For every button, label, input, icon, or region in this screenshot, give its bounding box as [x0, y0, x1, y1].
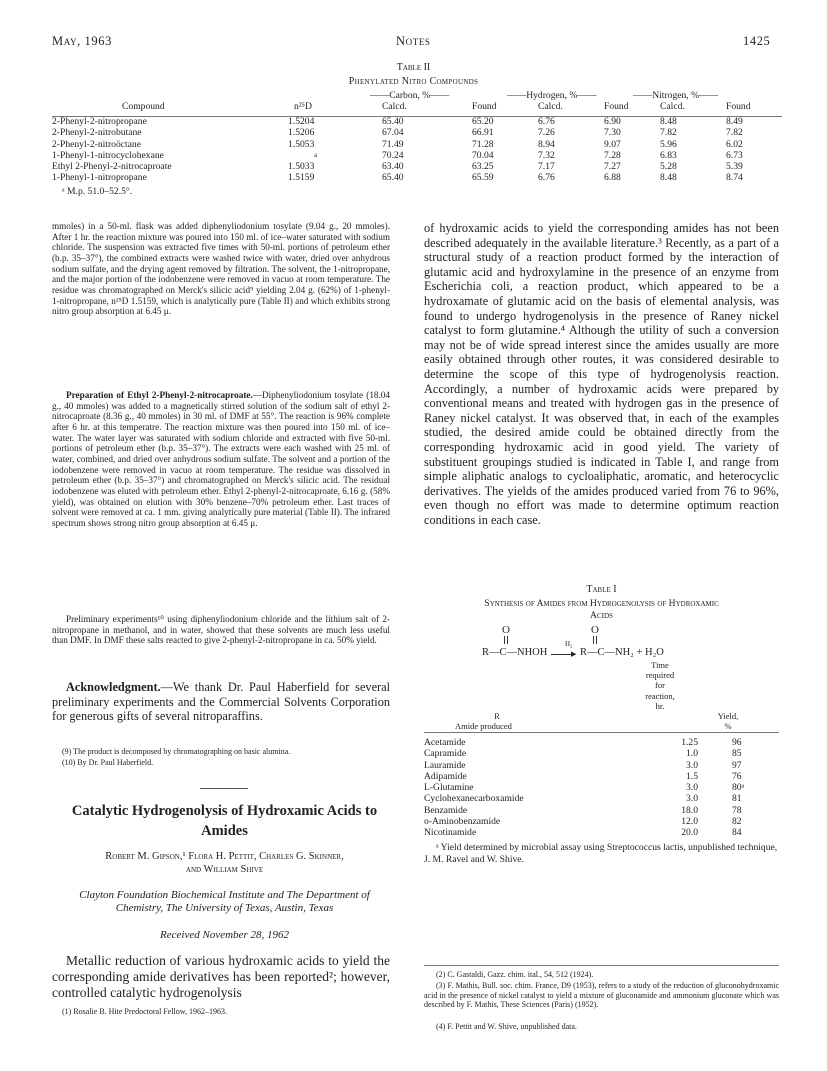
table-cell: 6.90 — [604, 116, 621, 128]
table-cell: 8.48 — [660, 172, 677, 184]
table2-col-compound: Compound — [122, 101, 165, 112]
table-row — [424, 793, 779, 804]
acknowledgment-heading: Acknowledgment. — [66, 680, 161, 694]
table-row — [424, 748, 779, 759]
table-row — [52, 172, 782, 183]
header-line: hr. — [655, 700, 665, 711]
table-cell: 7.32 — [538, 149, 555, 161]
footnote-4: (4) F. Pettit and W. Shive, unpublished data. — [436, 1022, 577, 1031]
table-cell: 96 — [732, 737, 742, 748]
table-cell: Benzamide — [424, 804, 468, 816]
table1-label: Table I — [586, 584, 617, 595]
experimental-paragraph-1: mmoles) in a 50-ml. flask was added diphenyliodonium tosylate (9.04 g., 20 mmoles). After 1 hr. the reaction mixture was poured into 150 ml. of ice–water saturated with sodium chloride. The suspension was extracted five times with 50-ml. portions of petroleum ether (b.p. 35–37°), the combined extracts were washed twice with water, dried over anhydrous sodium sulfate, and the drying agent removed by filtration. The solvent, the 1-nitropropane, and the major portion of the iodobenzene were removed in vacuo at room temperature. The residue was chromatographed on Merck's silicic acid⁹ yielding 2.04 g. (62%) of 1-phenyl-1-nitropropane, n²⁵D 1.5159, which is analytically pure (Table II) and which exhibits strong nitro group absorption at 6.45 μ. — [52, 221, 390, 317]
table-cell: 5.39 — [726, 161, 743, 173]
table-cell: 7.26 — [538, 127, 555, 139]
header-line: required — [645, 670, 675, 681]
table-cell: 20.0 — [681, 827, 698, 839]
running-head-date: May, 1963 — [52, 34, 112, 48]
header-line: Yield, — [717, 711, 739, 721]
table-cell: 9.07 — [604, 138, 621, 150]
table2-col-h-calcd: Calcd. — [538, 101, 563, 112]
table-cell: Acetamide — [424, 737, 466, 748]
table1-col-r: R — [494, 711, 500, 721]
table-row — [424, 827, 779, 838]
table-cell: 1.0 — [686, 748, 698, 760]
table-cell: 8.94 — [538, 138, 555, 150]
table-row — [52, 116, 782, 127]
double-bond-mark — [507, 636, 509, 644]
table-cell: 66.91 — [472, 127, 494, 139]
footnote-10: (10) By Dr. Paul Haberfield. — [62, 758, 154, 767]
table2-col-n-calcd: Calcd. — [660, 101, 685, 112]
table2-title: Phenylated Nitro Compounds — [348, 76, 479, 87]
table-cell: 1.5053 — [288, 138, 315, 150]
table2-col-n-found: Found — [726, 101, 751, 112]
footnote-2: (2) C. Gastaldi, Gazz. chim. ital., 54, 512 (1924). — [436, 970, 594, 979]
table-cell: Ethyl 2-Phenyl-2-nitrocaproate — [52, 161, 172, 173]
table-cell: 65.59 — [472, 172, 494, 184]
table1-col-time — [630, 660, 690, 711]
table-cell: Cyclohexanecarboxamide — [424, 793, 524, 805]
table-cell: 12.0 — [681, 816, 698, 828]
table-cell: 5.28 — [660, 161, 677, 173]
table-cell: 70.04 — [472, 149, 494, 161]
table2-group-nitrogen: ——Nitrogen, %—— — [633, 90, 719, 101]
equation-product: R—C—NH₂ + H₂O — [580, 647, 664, 658]
footnote-9: (9) The product is decomposed by chromatographing on basic alumina. — [62, 747, 291, 756]
footnote-1: (1) Rosalie B. Hite Predoctoral Fellow, 1962–1963. — [62, 1007, 228, 1016]
footnote-3: (3) F. Mathis, Bull. soc. chim. France, D9 (1953), refers to a study of the reduction of gluconohydroxamic acid in the presence of nickel catalyst to yield a mixture of gluconamide and ammonium gluconate which was described by F. Mathis, These Sciences (Paris) (1952). — [424, 981, 779, 1010]
table2-col-c-found: Found — [472, 101, 497, 112]
arrow-head-icon: ▶ — [571, 650, 577, 658]
equation-oxygen-right: O — [591, 624, 599, 636]
table-cell: Adipamide — [424, 770, 467, 782]
table-row — [52, 161, 782, 172]
paragraph-body: —Diphenyliodonium tosylate (18.04 g., 40 mmoles) was added to a magnetically stirred solution of the sodium salt of ethyl 2-nitrocaproate (8.36 g., 40 mmoles) in 30 ml. of DMF at 55°. The reaction is 96% complete after 6 hr. at this temperatre. The reaction mixture was then poured into 150 ml. of ice–water. The water layer was saturated with sodium chloride and extracted with five 50-ml. portions of petroleum ether (b.p. 35–37°). The extracts were each washed with 25 ml. of water, combined, and dried over anhydrous sodium sulfate. The solvent and a portion of the iodobenzene were removed in vacuo at room temperature. The residue was dissolved in petroleum ether (b.p. 35–37°) and chromatographed on Merck's silicic acid. The residual iodobenzene was eluted with petroleum ether. Ethyl 2-phenyl-2-nitrocaproate, 6.16 g. (58% yield), was obtained on elution with 30% benzene–70% petroleum ether. Last traces of solvent were removed at ca. 1 mm. giving analytically pure material (Table II). The infrared spectrum shows strong nitro group absorption at 6.45 μ. — [52, 390, 390, 528]
article-title-line-1: Catalytic Hydrogenolysis of Hydroxamic Acids to — [71, 803, 378, 819]
table-cell: o-Aminobenzamide — [424, 816, 501, 828]
table-cell: 65.20 — [472, 116, 494, 128]
table-cell: 6.73 — [726, 149, 743, 161]
paragraph-heading: Preparation of Ethyl 2-Phenyl-2-nitrocaproate. — [66, 390, 253, 400]
table-row — [52, 150, 782, 161]
received-date: Received November 28, 1962 — [160, 929, 289, 941]
acknowledgment-body: —We thank Dr. Paul Haberfield for several preliminary experiments and the Commercial Solvents Corporation for generous gifts of several nitroparaffins. — [52, 680, 390, 724]
table-cell: 3.0 — [686, 793, 698, 805]
table-cell: 80ᵃ — [732, 782, 745, 794]
header-line: for — [655, 680, 665, 691]
authors-line-1: Robert M. Gipson,¹ Flora H. Pettit, Charles G. Skinner, — [105, 851, 344, 862]
double-bond-mark — [596, 636, 598, 644]
table-cell: 3.0 — [686, 759, 698, 771]
table-cell: 1.5206 — [288, 127, 315, 139]
table-cell: 7.28 — [604, 149, 621, 161]
table-cell: 2-Phenyl-2-nitropropane — [52, 116, 147, 128]
table-cell: 7.27 — [604, 161, 621, 173]
table-cell: 97 — [732, 759, 742, 771]
table-cell: 63.25 — [472, 161, 494, 173]
equation-oxygen-left: O — [502, 624, 510, 636]
table-cell: 18.0 — [681, 804, 698, 816]
table-cell: 1.5159 — [288, 172, 315, 184]
intro-paragraph: Metallic reduction of various hydroxamic acids to yield the corresponding amide derivatives has been reported²; however, controlled catalytic hydrogenolysis — [52, 953, 390, 1000]
table-cell: Capramide — [424, 748, 467, 760]
table2-footnote: ᵃ M.p. 51.0–52.5°. — [62, 186, 133, 197]
table-cell: 6.02 — [726, 138, 743, 150]
table1-col-yield — [703, 711, 753, 731]
header-line: Time — [651, 660, 669, 670]
table-row — [424, 816, 779, 827]
table-cell: 1-Phenyl-1-nitrocyclohexane — [52, 149, 164, 161]
authors-line-2: and William Shive — [185, 864, 264, 875]
table-cell: 2-Phenyl-2-nitrobutane — [52, 127, 142, 139]
table-cell: 8.48 — [660, 116, 677, 128]
table1-header-rule — [424, 732, 779, 733]
header-line: reaction, — [645, 690, 675, 701]
table2-col-h-found: Found — [604, 101, 629, 112]
table-cell: 82 — [732, 816, 742, 828]
table-cell: 71.49 — [382, 138, 404, 150]
table-cell: 81 — [732, 793, 742, 805]
table-cell: a — [314, 150, 318, 159]
table-cell: 8.49 — [726, 116, 743, 128]
table-cell: 84 — [732, 827, 742, 839]
table-cell: 63.40 — [382, 161, 404, 173]
table1-title-line-2: Acids — [590, 610, 613, 621]
table2-group-carbon: ——Carbon, %—— — [370, 90, 450, 101]
equation-catalyst: H₂ — [565, 640, 573, 648]
table-cell: 65.40 — [382, 172, 404, 184]
table-cell: 8.74 — [726, 172, 743, 184]
table-cell: 78 — [732, 804, 742, 816]
table-cell: 1.25 — [681, 737, 698, 748]
table-cell: 70.24 — [382, 149, 404, 161]
table-row — [424, 760, 779, 771]
table-cell: Lauramide — [424, 759, 466, 771]
main-text-continued: of hydroxamic acids to yield the corresponding amides has not been described adequately in the available literature.³ Recently, as a part of a structural study of a reaction product formed by the interaction of glutamic acid and hydroxylamine in the presence of an enzyme from Escherichia coli, a reaction product, which appeared to be a hydroxamate of glutamic acid on the basis of elemental analysis, was found to undergo hydrogenolysis in the presence of Raney nickel catalyst to form glutamine.⁴ Although the utility of such a conversion may not be of wide spread interest since the amides usually are more easily obtained through other routes, it was considered desirable to determine the scope of this type of hydrogenolysis reaction. Accordingly, a number of hydroxamic acids were prepared by conventional means and treated with hydrogen gas in the presence of Raney nickel catalyst. It was observed that, in each of the examples studied, the desired amide could be obtained directly from the corresponding hydroxamic acid in good yield. The variety of substituent groupings studied is indicated in Table I, and range from simple aliphatic analogs to cycloaliphatic, aromatic, and heterocyclic derivatives. The yields of the amides produced varied from 76 to 96%, even though no effort was made to determine optimum reaction conditions in each case. — [424, 221, 779, 527]
table2-col-c-calcd: Calcd. — [382, 101, 407, 112]
table-cell: 1.5204 — [288, 116, 315, 128]
header-line: % — [724, 721, 732, 732]
table-cell: 1-Phenyl-1-nitropropane — [52, 172, 147, 184]
article-title-line-2: Amides — [201, 823, 248, 839]
table-cell: 6.76 — [538, 116, 555, 128]
table1-footnote: ᵃ Yield determined by microbial assay using Streptococcus lactis, unpublished technique, J. M. Ravel and W. Shive. — [424, 842, 778, 865]
table-row — [52, 139, 782, 150]
table-cell: 1.5 — [686, 770, 698, 782]
table-cell: 65.40 — [382, 116, 404, 128]
section-divider — [200, 788, 248, 789]
table2-header-row — [52, 101, 782, 112]
table2-label: Table II — [396, 62, 431, 73]
equation-reactant: R—C—NHOH — [482, 647, 548, 658]
page-number: 1425 — [743, 34, 771, 48]
table-cell: 85 — [732, 748, 742, 760]
table-cell: 5.96 — [660, 138, 677, 150]
table-cell: 6.88 — [604, 172, 621, 184]
table2-header-rule — [52, 116, 782, 117]
table2 — [52, 101, 782, 183]
table2-group-hydrogen: ——Hydrogen, %—— — [507, 90, 597, 101]
table-cell: 7.82 — [726, 127, 743, 139]
table-row — [52, 127, 782, 138]
table-cell: L-Glutamine — [424, 782, 474, 794]
table-cell: 7.82 — [660, 127, 677, 139]
running-head-section: Notes — [396, 34, 431, 48]
table-cell: 1.5033 — [288, 161, 315, 173]
table-cell: 2-Phenyl-2-nitroöctane — [52, 138, 141, 150]
table-row — [424, 782, 779, 793]
table-cell: 6.83 — [660, 149, 677, 161]
table1 — [424, 737, 779, 839]
table1-title-line-1: Synthesis of Amides from Hydrogenolysis of Hydroxamic — [484, 598, 719, 609]
table-row — [424, 805, 779, 816]
table-cell: 3.0 — [686, 782, 698, 794]
table-row — [424, 737, 779, 748]
table-cell: Nicotinamide — [424, 827, 477, 839]
table-cell: 67.04 — [382, 127, 404, 139]
table1-col-amide: Amide produced — [455, 721, 512, 731]
experimental-paragraph-2 — [52, 390, 390, 529]
experimental-paragraph-3: Preliminary experiments¹⁰ using diphenyliodonium chloride and the lithium salt of 2-nitropropane in methanol, and in water, showed that these solvents are much less useful than DMF. In DMF these salts reacted to give 2-phenyl-2-nitropropane in ca. 50% yield. — [52, 614, 390, 646]
double-bond-mark — [504, 636, 506, 644]
table-cell: 6.76 — [538, 172, 555, 184]
table-cell: 71.28 — [472, 138, 494, 150]
footnote-rule — [424, 965, 779, 966]
affiliation-line-2: Chemistry, The University of Texas, Austin, Texas — [115, 902, 334, 914]
table-cell: 76 — [732, 770, 742, 782]
acknowledgment — [52, 680, 390, 724]
table-row — [424, 771, 779, 782]
table-cell: 7.17 — [538, 161, 555, 173]
affiliation-line-1: Clayton Foundation Biochemical Institute and The Department of — [79, 889, 370, 901]
table-cell: 7.30 — [604, 127, 621, 139]
table2-col-nd: n²⁵D — [294, 101, 312, 112]
double-bond-mark — [593, 636, 595, 644]
